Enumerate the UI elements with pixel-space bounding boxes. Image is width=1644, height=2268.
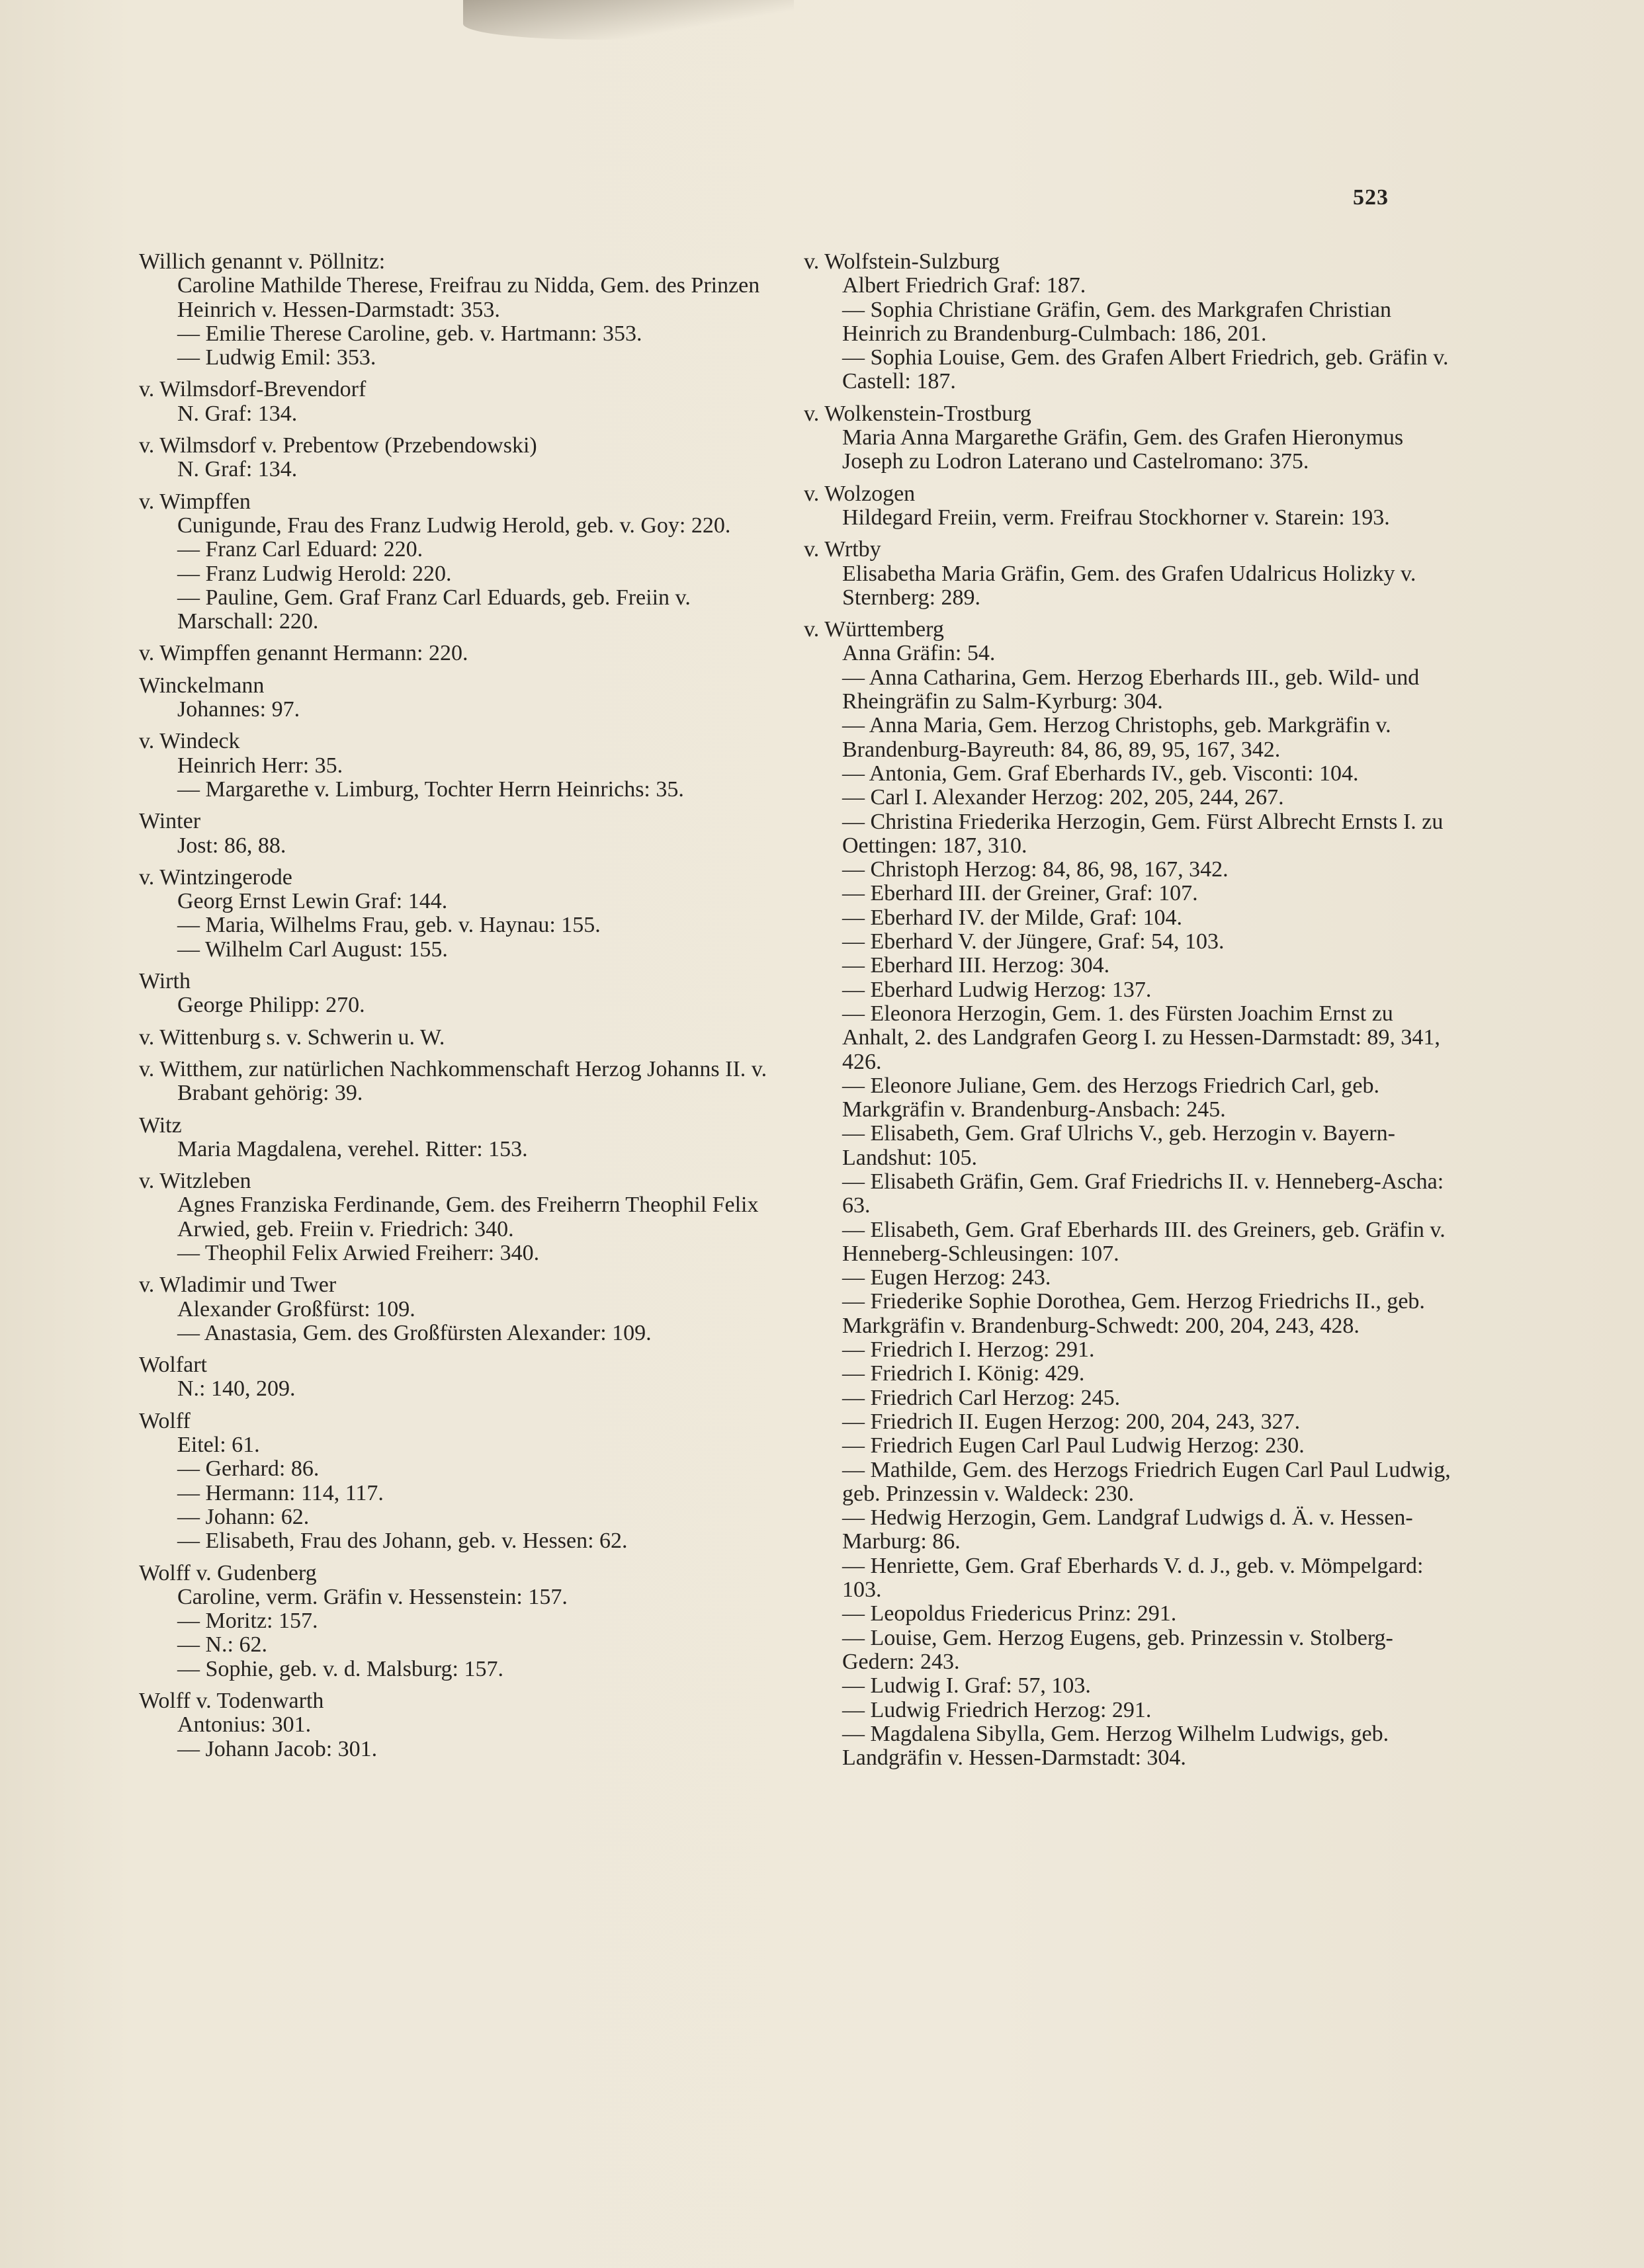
entry-heading: v. Wrtby — [804, 537, 881, 562]
entry-subline: — Friedrich Carl Herzog: 245. — [842, 1385, 1121, 1410]
entry-heading: Wolff v. Gudenberg — [139, 1560, 317, 1585]
index-entry — [139, 642, 781, 665]
entry-subline: — Carl I. Alexander Herzog: 202, 205, 244, 267. — [842, 785, 1284, 810]
entry-heading: v. Witzleben — [139, 1169, 251, 1194]
entry-subline: — Pauline, Gem. Graf Franz Carl Eduards, geb. Freiin v. Marschall: 220. — [177, 585, 691, 634]
entry-heading: v. Württemberg — [804, 617, 944, 642]
entry-subline: Albert Friedrich Graf: 187. — [842, 273, 1086, 298]
entry-heading: Witz — [139, 1113, 182, 1138]
entry-heading: v. Wimpffen — [139, 489, 251, 514]
index-entry — [139, 250, 781, 370]
entry-heading: Wolff v. Todenwarth — [139, 1689, 324, 1714]
entry-subline: — Elisabeth, Gem. Graf Eberhards III. des Greiners, geb. Gräfin v. Henneberg-Schleusingen: 107. — [842, 1217, 1446, 1266]
entry-heading: Wolff — [139, 1408, 191, 1433]
entry-subline: — Eugen Herzog: 243. — [842, 1265, 1051, 1290]
entry-subline: Eitel: 61. — [177, 1433, 260, 1458]
entry-heading: v. Wittenburg s. v. Schwerin u. W. — [139, 1025, 445, 1050]
entry-heading: v. Wilmsdorf-Brevendorf — [139, 377, 367, 402]
entry-heading: v. Witthem, zur natürlichen Nachkommenschaft Herzog Johanns II. v. Brabant gehörig: 39. — [139, 1056, 767, 1106]
entry-subline: — Christina Friederika Herzogin, Gem. Fürst Albrecht Ernsts I. zu Oettingen: 187, 310. — [842, 809, 1444, 858]
entry-subline: — Ludwig I. Graf: 57, 103. — [842, 1673, 1091, 1699]
index-entry — [804, 538, 1452, 610]
entry-heading: Wolfart — [139, 1353, 207, 1378]
index-entry — [139, 1273, 781, 1345]
entry-subline: George Philipp: 270. — [177, 993, 365, 1018]
entry-subline: — Theophil Felix Arwied Freiherr: 340. — [177, 1240, 540, 1265]
entry-subline: — Eleonora Herzogin, Gem. 1. des Fürsten Joachim Ernst zu Anhalt, 2. des Landgrafen Georg I. zu Hessen-Darmstadt: 89, 341, 426. — [842, 1001, 1440, 1074]
entry-subline: — Antonia, Gem. Graf Eberhards IV., geb. Visconti: 104. — [842, 761, 1359, 786]
entry-subline: Heinrich Herr: 35. — [177, 753, 343, 778]
entry-subline: — Franz Ludwig Herold: 220. — [177, 561, 452, 586]
entry-subline: — Eberhard Ludwig Herzog: 137. — [842, 977, 1152, 1002]
index-entry — [804, 402, 1452, 474]
entry-subline: — Elisabeth Gräfin, Gem. Graf Friedrichs II. v. Henneberg-Ascha: 63. — [842, 1169, 1444, 1218]
entry-subline: — Elisabeth, Frau des Johann, geb. v. Hessen: 62. — [177, 1529, 628, 1554]
entry-subline: — Moritz: 157. — [177, 1609, 318, 1634]
entry-heading: v. Wintzingerode — [139, 864, 292, 890]
entry-subline: — Ludwig Friedrich Herzog: 291. — [842, 1697, 1152, 1722]
entry-subline: N. Graf: 134. — [177, 401, 298, 426]
index-entry — [139, 810, 781, 858]
entry-subline: Anna Gräfin: 54. — [842, 641, 996, 666]
entry-subline: Alexander Großfürst: 109. — [177, 1296, 415, 1322]
entry-subline: — Eberhard V. der Jüngere, Graf: 54, 103. — [842, 929, 1225, 954]
entry-subline: Georg Ernst Lewin Graf: 144. — [177, 889, 448, 914]
index-entry — [139, 1353, 781, 1402]
index-entry — [139, 866, 781, 962]
entry-subline: — Eberhard III. der Greiner, Graf: 107. — [842, 881, 1198, 906]
entry-heading: Winckelmann — [139, 673, 265, 698]
entry-subline: — Anna Catharina, Gem. Herzog Eberhards III., geb. Wild- und Rheingräfin zu Salm-Kyrburg: 304. — [842, 665, 1420, 714]
entry-subline: — Franz Carl Eduard: 220. — [177, 537, 423, 562]
index-entry — [804, 618, 1452, 1770]
entry-subline: — Eberhard IV. der Milde, Graf: 104. — [842, 905, 1182, 930]
page-number: 523 — [1353, 185, 1389, 210]
entry-subline: — Friedrich II. Eugen Herzog: 200, 204, 243, 327. — [842, 1409, 1301, 1434]
entry-subline: — Wilhelm Carl August: 155. — [177, 937, 448, 962]
index-entry — [139, 1409, 781, 1554]
index-entry — [804, 482, 1452, 530]
index-entry — [139, 730, 781, 802]
entry-subline: — Johann Jacob: 301. — [177, 1736, 378, 1761]
index-entry — [139, 1169, 781, 1265]
entry-subline: — Mathilde, Gem. des Herzogs Friedrich Eugen Carl Paul Ludwig, geb. Prinzessin v. Waldeck: 230. — [842, 1457, 1451, 1506]
entry-heading: v. Wimpffen genannt Hermann: 220. — [139, 641, 468, 666]
entry-heading: v. Windeck — [139, 729, 240, 754]
entry-subline: N.: 140, 209. — [177, 1376, 296, 1402]
entry-heading: Winter — [139, 809, 201, 834]
entry-subline: Cunigunde, Frau des Franz Ludwig Herold, geb. v. Goy: 220. — [177, 513, 731, 538]
entry-subline: Caroline Mathilde Therese, Freifrau zu Nidda, Gem. des Prinzen Heinrich v. Hessen-Darmstadt: 353. — [177, 273, 760, 322]
entry-subline: Elisabetha Maria Gräfin, Gem. des Grafen Udalricus Holizky v. Sternberg: 289. — [842, 561, 1416, 610]
entry-subline: — Emilie Therese Caroline, geb. v. Hartmann: 353. — [177, 321, 642, 346]
entry-heading: v. Wolzogen — [804, 481, 916, 506]
index-entry — [139, 1114, 781, 1162]
entry-subline: Johannes: 97. — [177, 697, 300, 722]
index-entry — [139, 434, 781, 482]
index-entry — [139, 1562, 781, 1681]
index-entry — [139, 674, 781, 722]
entry-subline: — Friederike Sophie Dorothea, Gem. Herzog Friedrichs II., geb. Markgräfin v. Brandenburg-Schwedt: 200, 204, 243, 428. — [842, 1289, 1425, 1338]
entry-heading: v. Wilmsdorf v. Prebentow (Przebendowski) — [139, 433, 537, 458]
entry-subline: — Margarethe v. Limburg, Tochter Herrn Heinrichs: 35. — [177, 777, 684, 802]
index-entry — [139, 378, 781, 426]
entry-subline: — N.: 62. — [177, 1632, 267, 1658]
index-column-left — [139, 250, 781, 1769]
entry-subline: — Eleonore Juliane, Gem. des Herzogs Friedrich Carl, geb. Markgräfin v. Brandenburg-Ansbach: 245. — [842, 1073, 1379, 1122]
entry-subline: Jost: 86, 88. — [177, 833, 286, 858]
entry-subline: — Elisabeth, Gem. Graf Ulrichs V., geb. Herzogin v. Bayern-Landshut: 105. — [842, 1121, 1395, 1170]
entry-subline: Antonius: 301. — [177, 1712, 312, 1738]
entry-subline: — Maria, Wilhelms Frau, geb. v. Haynau: 155. — [177, 913, 601, 938]
entry-subline: — Anastasia, Gem. des Großfürsten Alexander: 109. — [177, 1320, 652, 1345]
index-entry — [139, 1689, 781, 1761]
entry-subline: Agnes Franziska Ferdinande, Gem. des Freiherrn Theophil Felix Arwied, geb. Freiin v. Friedrich: 340. — [177, 1193, 759, 1241]
entry-subline: — Ludwig Emil: 353. — [177, 345, 376, 370]
entry-subline: — Sophia Christiane Gräfin, Gem. des Markgrafen Christian Heinrich zu Brandenburg-Culmbach: 186, 201. — [842, 297, 1391, 346]
entry-subline: — Hermann: 114, 117. — [177, 1480, 384, 1505]
index-entry — [139, 1026, 781, 1050]
index-entry — [139, 970, 781, 1018]
entry-subline: — Friedrich Eugen Carl Paul Ludwig Herzog: 230. — [842, 1433, 1305, 1458]
entry-subline: — Friedrich I. Herzog: 291. — [842, 1337, 1095, 1363]
entry-subline: — Eberhard III. Herzog: 304. — [842, 953, 1110, 978]
entry-subline: Maria Magdalena, verehel. Ritter: 153. — [177, 1136, 528, 1161]
entry-subline: Maria Anna Margarethe Gräfin, Gem. des Grafen Hieronymus Joseph zu Lodron Laterano und Castelromano: 375. — [842, 425, 1404, 474]
entry-subline: — Anna Maria, Gem. Herzog Christophs, geb. Markgräfin v. Brandenburg-Bayreuth: 84, 86, 89, 95, 167, 342. — [842, 713, 1391, 762]
entry-subline: — Gerhard: 86. — [177, 1456, 320, 1482]
entry-subline: — Sophia Louise, Gem. des Grafen Albert Friedrich, geb. Gräfin v. Castell: 187. — [842, 345, 1449, 394]
entry-subline: — Friedrich I. König: 429. — [842, 1361, 1085, 1386]
entry-heading: v. Wolfstein-Sulzburg — [804, 249, 1000, 274]
entry-subline: — Christoph Herzog: 84, 86, 98, 167, 342. — [842, 857, 1229, 882]
index-entry — [139, 1058, 781, 1106]
entry-subline: — Louise, Gem. Herzog Eugens, geb. Prinzessin v. Stolberg-Gedern: 243. — [842, 1625, 1393, 1674]
page-fold-shadow — [463, 0, 794, 40]
entry-heading: v. Wolkenstein-Trostburg — [804, 401, 1031, 426]
entry-subline: — Henriette, Gem. Graf Eberhards V. d. J., geb. v. Mömpelgard: 103. — [842, 1553, 1424, 1603]
index-column-right — [804, 250, 1452, 1778]
entry-heading: Wirth — [139, 969, 191, 994]
index-entry — [804, 250, 1452, 394]
entry-subline: Caroline, verm. Gräfin v. Hessenstein: 157. — [177, 1584, 568, 1609]
index-entry — [139, 490, 781, 634]
entry-subline: — Magdalena Sibylla, Gem. Herzog Wilhelm Ludwigs, geb. Landgräfin v. Hessen-Darmstadt: 304. — [842, 1721, 1389, 1771]
entry-subline: N. Graf: 134. — [177, 457, 298, 482]
entry-heading: v. Wladimir und Twer — [139, 1273, 337, 1298]
entry-subline: — Johann: 62. — [177, 1504, 310, 1529]
entry-subline: — Leopoldus Friedericus Prinz: 291. — [842, 1601, 1177, 1626]
entry-subline: Hildegard Freiin, verm. Freifrau Stockhorner v. Starein: 193. — [842, 505, 1390, 530]
entry-subline: — Sophie, geb. v. d. Malsburg: 157. — [177, 1656, 503, 1681]
entry-subline: — Hedwig Herzogin, Gem. Landgraf Ludwigs d. Ä. v. Hessen-Marburg: 86. — [842, 1505, 1413, 1554]
entry-heading: Willich genannt v. Pöllnitz: — [139, 249, 386, 274]
